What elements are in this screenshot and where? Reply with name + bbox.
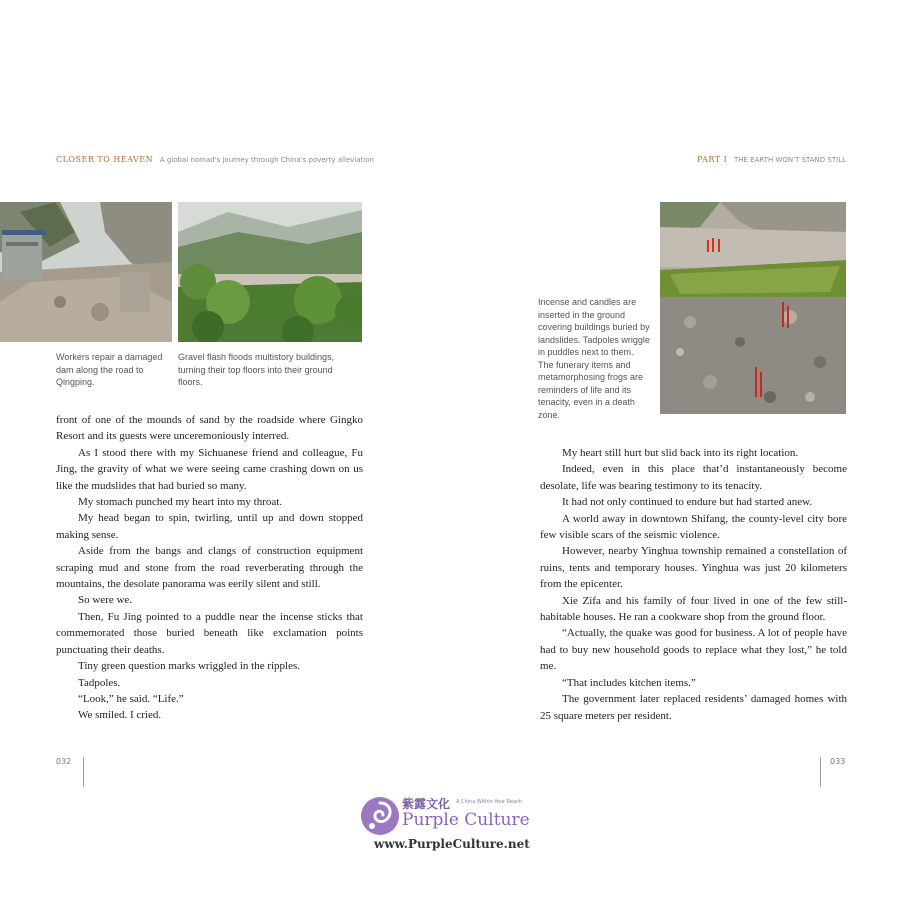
page-number-right: 033: [830, 757, 846, 766]
paragraph: My stomach punched my heart into my throat.: [78, 496, 283, 509]
page-number-divider-left: [83, 757, 84, 787]
paragraph: “That includes kitchen items.”: [562, 676, 696, 689]
photo-damaged-dam: [0, 202, 172, 342]
book-title: CLOSER TO HEAVEN: [56, 155, 154, 164]
paragraph: It had not only continued to endure but had started anew.: [562, 496, 813, 509]
photo-gravel-flood: [178, 202, 362, 342]
page-number-divider-right: [820, 757, 821, 787]
watermark-logo: [360, 793, 540, 855]
paragraph: We smiled. I cried.: [78, 709, 162, 722]
paragraph: Tiny green question marks wriggled in the ripples.: [78, 660, 301, 673]
paragraph: Then, Fu Jing pointed to a puddle near the incense sticks that commemorated those buried beneath like exclamation points punctuating their deaths.: [56, 610, 363, 656]
caption-gravel-flood: Gravel flash floods multistory buildings, turning their top floors into their ground floors.: [178, 352, 335, 387]
watermark-tagline: A China Within Your Reach: [456, 799, 522, 805]
part-title: THE EARTH WON'T STAND STILL: [733, 156, 846, 164]
paragraph: My heart still hurt but slid back into its right location.: [562, 447, 799, 459]
paragraph: “Actually, the quake was good for business. A lot of people have had to buy new household goods to replace what they lost,” he told me.: [540, 627, 847, 673]
part-label: PART I: [696, 155, 728, 164]
paragraph: The government later replaced residents’ damaged homes with 25 square meters per resident.: [540, 693, 847, 722]
paragraph: “Look,” he said. “Life.”: [78, 692, 184, 705]
paragraph: Xie Zifa and his family of four lived in one of the few still-habitable houses. He ran a cookware shop from the ground floor.: [540, 594, 847, 624]
photo-incense-rubble: [660, 202, 846, 414]
book-subtitle: A global nomad's journey through China's poverty alleviation: [159, 156, 374, 164]
page-number-left: 032: [56, 757, 72, 766]
paragraph: Aside from the bangs and clangs of construction equipment scraping mud and stone from the road reverberating through the mountains, the desolate panorama was eerily silent and still.: [56, 545, 363, 591]
right-page-body: [540, 445, 847, 724]
running-header-left: [56, 155, 374, 164]
watermark-chinese: 紫露文化: [402, 797, 451, 811]
running-header-right: [697, 155, 846, 164]
paragraph: However, nearby Yinghua township remained a constellation of ruins, tents and temporary houses. Yinghua was just 20 kilometers from the epicenter.: [540, 545, 847, 591]
left-page-body: [56, 412, 363, 724]
paragraph: As I stood there with my Sichuanese friend and colleague, Fu Jing, the gravity of what we were seeing came crashing down on us like the mudslides that had buried so many.: [56, 446, 363, 492]
paragraph: A world away in downtown Shifang, the county-level city bore few visible scars of the seismic violence.: [540, 512, 847, 542]
caption-incense-rubble: Incense and candles are inserted in the ground covering buildings buried by landslides. Tadpoles wriggle in puddles next to them. The funerary items and metamorphosing frogs are reminders of life and its tenacity, even in a death zone.: [538, 297, 650, 420]
paragraph: My head began to spin, twirling, until up and down stopped making sense.: [56, 512, 363, 541]
paragraph: So were we.: [78, 594, 133, 607]
purple-culture-logo-icon: [360, 795, 400, 837]
caption-damaged-dam: Workers repair a damaged dam along the road to Qingping.: [56, 352, 163, 387]
watermark-url: www.PurpleCulture.net: [374, 837, 530, 851]
paragraph: front of one of the mounds of sand by the roadside where Gingko Resort and its guests were unceremoniously interred.: [56, 414, 363, 443]
watermark-brand: Purple Culture: [402, 810, 530, 830]
paragraph: Tadpoles.: [78, 676, 121, 689]
paragraph: Indeed, even in this place that’d instantaneously become desolate, life was bearing testimony to its tenacity.: [540, 463, 847, 492]
